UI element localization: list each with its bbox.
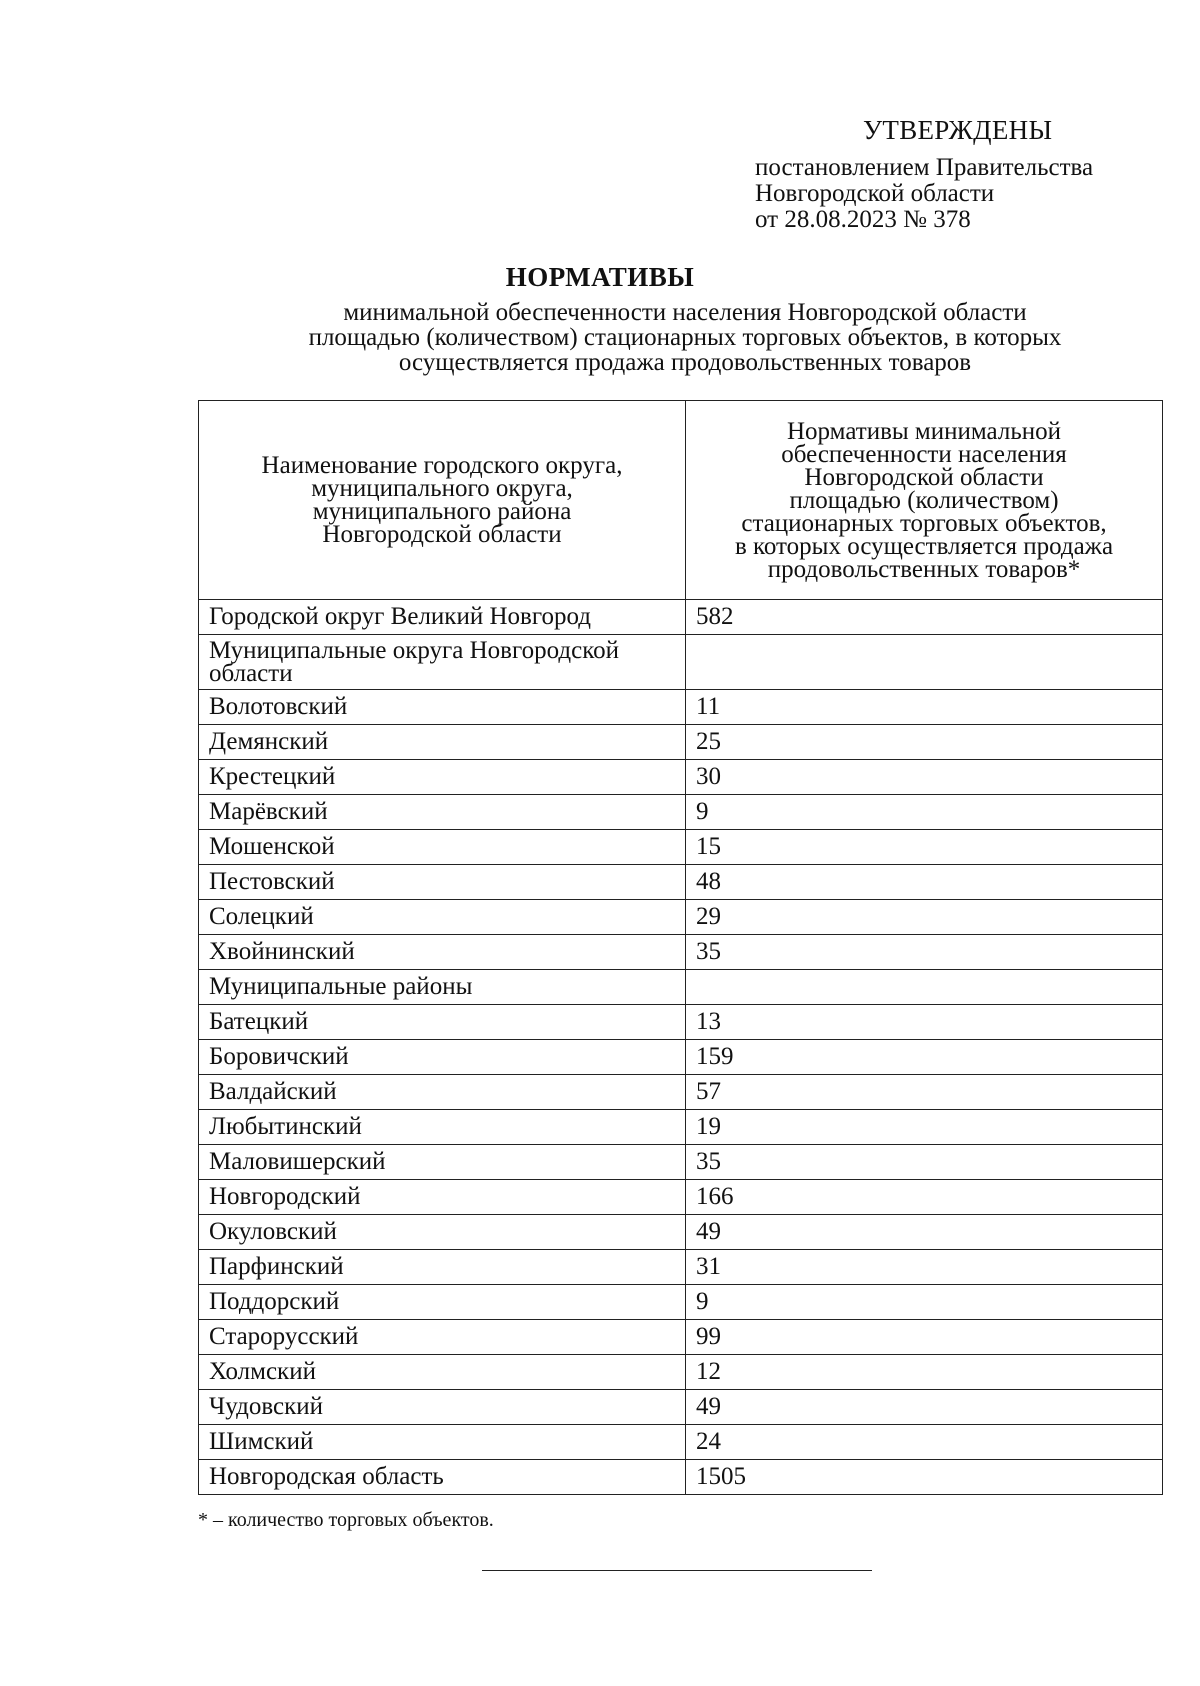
header-name-column <box>199 401 686 600</box>
approval-lines <box>755 155 1155 233</box>
row-name: Маловишерский <box>199 1145 686 1180</box>
approval-line: Новгородской области <box>755 180 995 207</box>
row-name: Валдайский <box>199 1075 686 1110</box>
row-value: 49 <box>686 1215 1163 1250</box>
row-name: Старорусский <box>199 1320 686 1355</box>
row-value: 30 <box>686 760 1163 795</box>
table-row <box>199 600 1163 635</box>
row-value: 582 <box>686 600 1163 635</box>
row-name: Пестовский <box>199 865 686 900</box>
header-line: площадью (количеством) <box>789 486 1059 514</box>
table-row <box>199 635 1163 690</box>
row-name: Новгородский <box>199 1180 686 1215</box>
document-heading: НОРМАТИВЫ <box>505 262 695 292</box>
table-row <box>199 1425 1163 1460</box>
table-row <box>199 1390 1163 1425</box>
row-name: Марёвский <box>199 795 686 830</box>
row-value: 25 <box>686 725 1163 760</box>
header-line: муниципального округа, <box>311 475 573 502</box>
row-name: Муниципальные районы <box>199 970 686 1005</box>
row-name: Окуловский <box>199 1215 686 1250</box>
table-row <box>199 1075 1163 1110</box>
row-value: 35 <box>686 1145 1163 1180</box>
row-name: Поддорский <box>199 1285 686 1320</box>
table-row <box>199 830 1163 865</box>
table-row <box>199 1180 1163 1215</box>
row-value: 57 <box>686 1075 1163 1110</box>
approval-line: постановлением Правительства <box>755 154 1094 181</box>
header-line: стационарных торговых объектов, <box>741 509 1107 537</box>
table-row <box>199 1145 1163 1180</box>
row-value <box>686 970 1163 1005</box>
row-value: 24 <box>686 1425 1163 1460</box>
table-header <box>199 401 1163 600</box>
header-line: в которых осуществляется продажа <box>734 532 1114 560</box>
row-name: Чудовский <box>199 1390 686 1425</box>
subheading-line: площадью (количеством) стационарных торговых объектов, в которых <box>308 324 1062 351</box>
row-name: Муниципальные округа Новгородской области <box>199 635 686 690</box>
table-row <box>199 1005 1163 1040</box>
table-header-row <box>199 401 1163 600</box>
document-subheading <box>255 300 1115 375</box>
row-value: 48 <box>686 865 1163 900</box>
header-line: обеспеченности населения <box>781 440 1067 468</box>
table-row <box>199 1250 1163 1285</box>
table-row <box>199 1320 1163 1355</box>
table-row <box>199 935 1163 970</box>
row-name: Холмский <box>199 1355 686 1390</box>
table-row <box>199 1460 1163 1495</box>
approval-line: от 28.08.2023 № 378 <box>755 206 971 233</box>
header-line: продовольственных товаров* <box>767 555 1081 583</box>
header-value-column <box>686 401 1163 600</box>
row-name: Крестецкий <box>199 760 686 795</box>
row-value: 166 <box>686 1180 1163 1215</box>
row-value: 1505 <box>686 1460 1163 1495</box>
table-row <box>199 1285 1163 1320</box>
subheading-line: минимальной обеспеченности населения Новгородской области <box>343 299 1027 326</box>
header-line: Новгородской области <box>322 521 562 548</box>
header-line: муниципального района <box>312 498 572 525</box>
header-line: Новгородской области <box>804 463 1044 491</box>
row-value: 12 <box>686 1355 1163 1390</box>
row-name: Волотовский <box>199 690 686 725</box>
table-row <box>199 900 1163 935</box>
table-row <box>199 760 1163 795</box>
row-value: 99 <box>686 1320 1163 1355</box>
row-value: 15 <box>686 830 1163 865</box>
row-name: Новгородская область <box>199 1460 686 1495</box>
row-value <box>686 635 1163 690</box>
row-name: Мошенской <box>199 830 686 865</box>
row-name: Любытинский <box>199 1110 686 1145</box>
row-value: 159 <box>686 1040 1163 1075</box>
row-value: 9 <box>686 1285 1163 1320</box>
table-body <box>199 600 1163 1495</box>
closing-rule <box>482 1570 872 1571</box>
table-row <box>199 795 1163 830</box>
table-row <box>199 690 1163 725</box>
subheading-line: осуществляется продажа продовольственных товаров <box>398 349 972 376</box>
row-name: Шимский <box>199 1425 686 1460</box>
row-value: 35 <box>686 935 1163 970</box>
row-value: 9 <box>686 795 1163 830</box>
table-row <box>199 970 1163 1005</box>
table-row <box>199 1110 1163 1145</box>
header-line: Нормативы минимальной <box>787 417 1061 445</box>
row-name: Солецкий <box>199 900 686 935</box>
table-row <box>199 865 1163 900</box>
row-name: Хвойнинский <box>199 935 686 970</box>
row-value: 49 <box>686 1390 1163 1425</box>
row-value: 29 <box>686 900 1163 935</box>
table-row <box>199 725 1163 760</box>
row-value: 11 <box>686 690 1163 725</box>
approval-title: УТВЕРЖДЕНЫ <box>863 115 1053 145</box>
row-value: 31 <box>686 1250 1163 1285</box>
table-row <box>199 1215 1163 1250</box>
row-name: Парфинский <box>199 1250 686 1285</box>
approval-block <box>755 115 1155 233</box>
row-name: Городской округ Великий Новгород <box>199 600 686 635</box>
row-value: 13 <box>686 1005 1163 1040</box>
footnote: * – количество торговых объектов. <box>198 1509 494 1531</box>
row-name: Боровичский <box>199 1040 686 1075</box>
norms-table <box>198 400 1163 1495</box>
table-row <box>199 1355 1163 1390</box>
row-value: 19 <box>686 1110 1163 1145</box>
header-line: Наименование городского округа, <box>261 452 623 479</box>
table-row <box>199 1040 1163 1075</box>
row-name: Батецкий <box>199 1005 686 1040</box>
row-name: Демянский <box>199 725 686 760</box>
